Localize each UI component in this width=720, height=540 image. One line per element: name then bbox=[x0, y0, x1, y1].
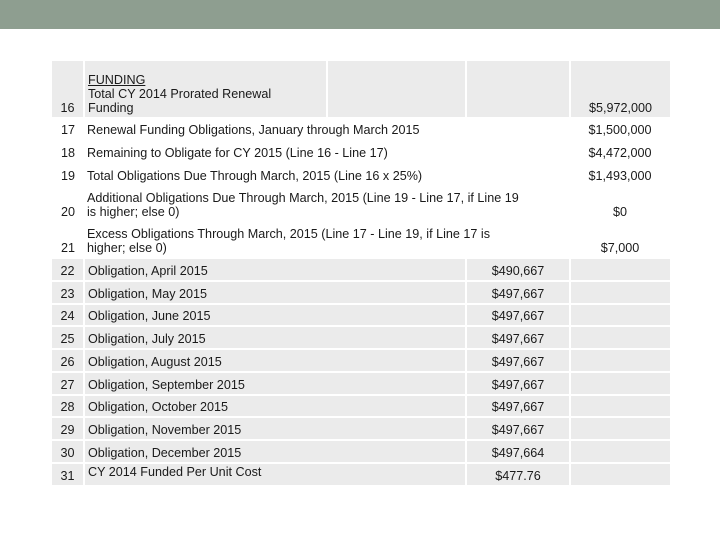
line-label: Obligation, October 2015 bbox=[84, 395, 466, 417]
line-label: Obligation, May 2015 bbox=[84, 281, 466, 304]
line-label: Obligation, April 2015 bbox=[84, 258, 466, 281]
monthly-amount: $497,664 bbox=[466, 440, 570, 463]
total-amount: $1,493,000 bbox=[570, 163, 670, 186]
table-row bbox=[52, 61, 670, 118]
line-label: Obligation, December 2015 bbox=[84, 440, 466, 463]
line-label: Remaining to Obligate for CY 2015 (Line 16 - Line 17) bbox=[84, 140, 570, 163]
line-number: 17 bbox=[52, 118, 84, 140]
monthly-amount: $497,667 bbox=[466, 372, 570, 395]
line-number: 30 bbox=[52, 440, 84, 463]
monthly-amount: $497,667 bbox=[466, 417, 570, 440]
line-number: 26 bbox=[52, 349, 84, 372]
line-number: 19 bbox=[52, 163, 84, 186]
table-row bbox=[52, 186, 670, 222]
line-label: Obligation, June 2015 bbox=[84, 304, 466, 326]
line-number: 29 bbox=[52, 417, 84, 440]
funding-table bbox=[52, 61, 670, 485]
line-number: 31 bbox=[52, 463, 84, 485]
monthly-amount: $477.76 bbox=[466, 463, 570, 485]
table-row bbox=[52, 163, 670, 186]
table-row bbox=[52, 395, 670, 417]
line-number: 22 bbox=[52, 258, 84, 281]
table-row bbox=[52, 349, 670, 372]
section-title: FUNDING bbox=[88, 73, 146, 87]
line-number: 16 bbox=[52, 61, 84, 118]
table-row bbox=[52, 281, 670, 304]
table-row bbox=[52, 140, 670, 163]
line-label: CY 2014 Funded Per Unit Cost bbox=[84, 463, 466, 485]
line-number: 23 bbox=[52, 281, 84, 304]
line-number: 24 bbox=[52, 304, 84, 326]
line-label: Obligation, July 2015 bbox=[84, 326, 466, 349]
total-amount: $0 bbox=[570, 186, 670, 222]
line-label: Additional Obligations Due Through March, 2015 (Line 19 - Line 17, if Line 19 is higher; else 0) bbox=[84, 186, 570, 222]
total-amount: $4,472,000 bbox=[570, 140, 670, 163]
total-amount: $7,000 bbox=[570, 222, 670, 258]
line-label: Obligation, September 2015 bbox=[84, 372, 466, 395]
table-row bbox=[52, 304, 670, 326]
table-row bbox=[52, 440, 670, 463]
line-label: Excess Obligations Through March, 2015 (Line 17 - Line 19, if Line 17 is higher; else 0) bbox=[84, 222, 570, 258]
monthly-amount: $497,667 bbox=[466, 304, 570, 326]
line-label: FUNDING Total CY 2014 Prorated Renewal Funding bbox=[84, 61, 327, 118]
monthly-amount: $497,667 bbox=[466, 326, 570, 349]
monthly-amount: $497,667 bbox=[466, 349, 570, 372]
table-row bbox=[52, 222, 670, 258]
monthly-amount: $497,667 bbox=[466, 395, 570, 417]
table-row bbox=[52, 463, 670, 485]
line-label: Total Obligations Due Through March, 2015 (Line 16 x 25%) bbox=[84, 163, 570, 186]
table-row bbox=[52, 417, 670, 440]
line-number: 18 bbox=[52, 140, 84, 163]
monthly-amount: $490,667 bbox=[466, 258, 570, 281]
line-number: 25 bbox=[52, 326, 84, 349]
line-label: Obligation, November 2015 bbox=[84, 417, 466, 440]
monthly-amount: $497,667 bbox=[466, 281, 570, 304]
table-row bbox=[52, 258, 670, 281]
line-number: 21 bbox=[52, 222, 84, 258]
total-amount: $1,500,000 bbox=[570, 118, 670, 140]
line-number: 20 bbox=[52, 186, 84, 222]
line-number: 28 bbox=[52, 395, 84, 417]
table-row bbox=[52, 372, 670, 395]
slide-header-bar bbox=[0, 0, 720, 29]
table-row bbox=[52, 118, 670, 140]
line-label: Renewal Funding Obligations, January through March 2015 bbox=[84, 118, 570, 140]
line-number: 27 bbox=[52, 372, 84, 395]
total-amount: $5,972,000 bbox=[570, 61, 670, 118]
table-row bbox=[52, 326, 670, 349]
line-label: Obligation, August 2015 bbox=[84, 349, 466, 372]
